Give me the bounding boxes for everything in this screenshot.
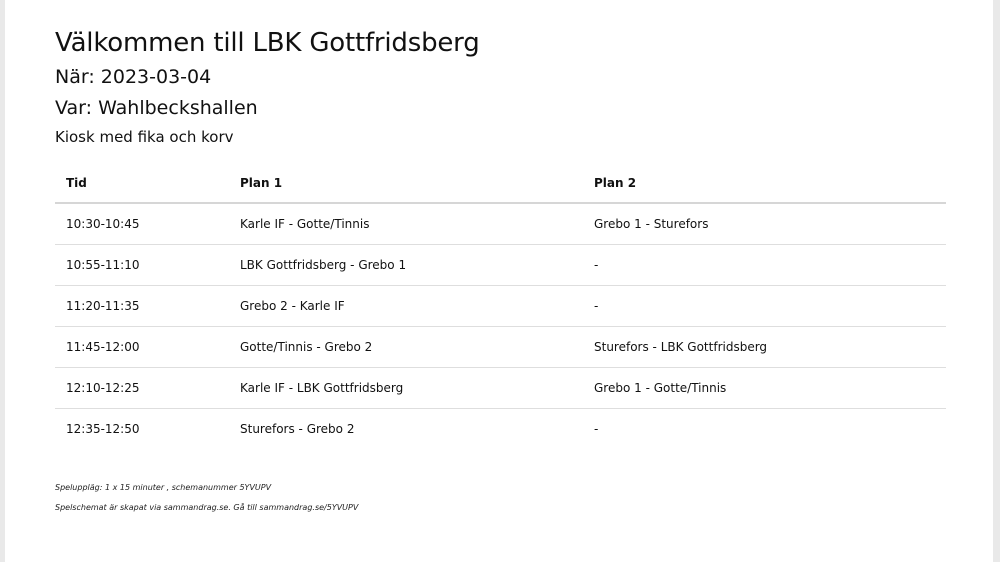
cell-time: 10:55-11:10 bbox=[55, 245, 229, 286]
header-plan1: Plan 1 bbox=[229, 164, 583, 203]
table-row bbox=[55, 286, 946, 327]
event-date: När: 2023-03-04 bbox=[55, 66, 212, 88]
table-row bbox=[55, 368, 946, 409]
cell-plan2: Grebo 1 - Gotte/Tinnis bbox=[583, 368, 946, 409]
cell-plan2: - bbox=[594, 422, 599, 436]
event-info: Kiosk med fika och korv bbox=[55, 128, 234, 146]
cell-time: 12:35-12:50 bbox=[66, 422, 140, 436]
cell-plan2: - bbox=[583, 286, 946, 327]
cell-plan1: Sturefors - Grebo 2 bbox=[240, 422, 355, 436]
table-row bbox=[55, 409, 946, 450]
document-page bbox=[5, 0, 993, 562]
cell-plan2: Sturefors - LBK Gottfridsberg bbox=[583, 327, 946, 368]
header-time: Tid bbox=[55, 164, 229, 203]
cell-plan1: Gotte/Tinnis - Grebo 2 bbox=[229, 327, 583, 368]
cell-plan1: LBK Gottfridsberg - Grebo 1 bbox=[229, 245, 583, 286]
cell-plan1: Grebo 2 - Karle IF bbox=[229, 286, 583, 327]
table-row bbox=[55, 327, 946, 368]
table-row bbox=[55, 203, 946, 245]
cell-time: 12:10-12:25 bbox=[55, 368, 229, 409]
schedule-table bbox=[55, 164, 946, 449]
cell-plan1: Karle IF - LBK Gottfridsberg bbox=[229, 368, 583, 409]
cell-time: 10:30-10:45 bbox=[55, 203, 229, 245]
page-title: Välkommen till LBK Gottfridsberg bbox=[55, 28, 480, 58]
footer-format-note: Speluppläg: 1 x 15 minuter , schemanummer 5YVUPV bbox=[55, 483, 272, 492]
cell-plan2: Grebo 1 - Sturefors bbox=[583, 203, 946, 245]
cell-plan1: Karle IF - Gotte/Tinnis bbox=[229, 203, 583, 245]
table-row bbox=[55, 245, 946, 286]
event-venue: Var: Wahlbeckshallen bbox=[55, 97, 258, 119]
table-header-row bbox=[55, 164, 946, 203]
header-plan2: Plan 2 bbox=[583, 164, 946, 203]
cell-time: 11:45-12:00 bbox=[55, 327, 229, 368]
cell-time: 11:20-11:35 bbox=[55, 286, 229, 327]
footer-source-note: Spelschemat är skapat via sammandrag.se. Gå till sammandrag.se/5YVUPV bbox=[55, 503, 359, 512]
cell-plan2: - bbox=[583, 245, 946, 286]
